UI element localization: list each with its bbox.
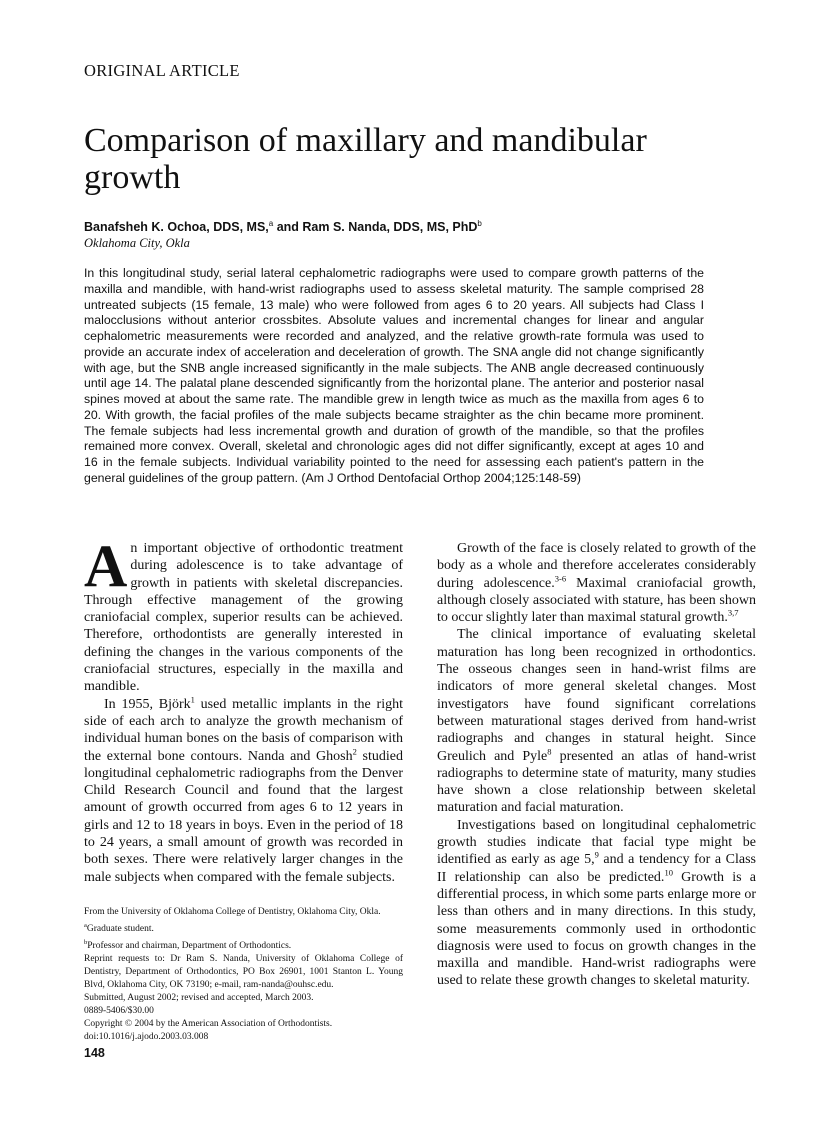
footnote: [84, 1018, 403, 1031]
footnote-mark: a: [84, 922, 87, 929]
footnote: [84, 992, 403, 1005]
citation-superscript: 9: [594, 849, 599, 860]
footnote: [84, 906, 403, 919]
paragraph-text: In 1955, Björk: [104, 696, 191, 712]
article-title: Comparison of maxillary and mandibular growth: [84, 122, 647, 196]
footnote-text: Graduate student.: [86, 924, 154, 935]
paragraph-text: Growth is a differential process, in which some parts enlarge more or less than others and in many directions. In this study, some measurements commonly used in orthodontic diagnosis were used to focus on growth changes in the maxilla and mandible. Hand-wrist radiographs were used to relate these growth changes to skeletal maturity.: [437, 869, 756, 989]
body-paragraph: [437, 817, 756, 990]
page-number: 148: [84, 1046, 105, 1060]
body-paragraph: [84, 696, 403, 886]
footnote-mark: b: [84, 939, 88, 947]
footnote: [84, 936, 403, 953]
citation-superscript: 8: [547, 745, 552, 756]
paragraph-text: presented an atlas of hand-wrist radiographs to determine state of maturity, many studies have shown a close relationship between skeletal maturation and facial maturation.: [437, 748, 756, 816]
footnote: [84, 1005, 403, 1018]
paragraph-text: studied longitudinal cephalometric radiographs from the Denver Child Research Council and found that the largest amount of growth occurred from ages 6 to 12 years in girls and 12 to 18 years in boys. Even in the period of 18 to 24 years, a small amount of growth was recorded in both sexes. There were relatively larger changes in the male subjects when compared with the female subjects.: [84, 748, 403, 885]
paragraph-text: Growth of the face is closely related to growth of the body as a whole and therefore accelerates considerably during adolescence.: [437, 541, 756, 591]
paragraph-text: The clinical importance of evaluating skeletal maturation has long been recognized in orthodontics. The osseous changes seen in hand-wrist films are indicators of more general skeletal changes. Most investigators have found significant correlations between maturational stages derived from hand-wrist radiographs and changes in statural height. Since Greulich and Pyle: [437, 627, 756, 764]
author-list: [84, 219, 482, 234]
body-paragraph: [84, 533, 403, 696]
footnote-text: Reprint requests to: Dr Ram S. Nanda, University of Oklahoma College of Dentistry, Department of Orthodontics, PO Box 26901, 1001 Stanton L. Young Blvd, Oklahoma City, OK 73190; e-mail, ram-nanda@ouhsc.edu.: [84, 954, 403, 991]
author-location: Oklahoma City, Okla: [84, 236, 190, 250]
paragraph-text: used metallic implants in the right side of each arch to analyze the growth mechanism of individual human bones on the basis of comparison with the external bone contours. Nanda and Ghosh: [84, 696, 403, 764]
body-column-right: [437, 540, 756, 990]
abstract: In this longitudinal study, serial lateral cephalometric radiographs were used to compare growth patterns of the maxilla and mandible, with hand-wrist radiographs used to assess skeletal maturity. The sample comprised 28 untreated subjects (15 female, 13 male) who were followed from ages 6 to 20 years. All subjects had Class I malocclusions without anterior crossbites. Absolute values and incremental changes for linear and angular cephalometric measurements were recorded and analyzed, and the relative growth-rate formula was used to provide an accurate index of acceleration and deceleration of growth. The SNA angle did not change significantly with age, but the SNB angle increased significantly in the male subjects. The ANB angle decreased continuously until age 14. The palatal plane descended significantly from the horizontal plane. The anterior and posterior nasal spines moved at about the same rate. The mandible grew in length twice as much as the maxilla from ages 6 to 20. With growth, the facial profiles of the male subjects became straighter as the chin became more prominent. The female subjects had less incremental growth and duration of growth of the mandible, so that the profiles remained more convex. Overall, skeletal and chronologic ages did not differ significantly, except at ages 10 and 16 in the female subjects. Individual variability pointed to the need for assessing each patient's pattern in the general guidelines of the group pattern. (Am J Orthod Dentofacial Orthop 2004;125:148-59): [84, 266, 704, 485]
footnote-text: 0889-5406/$30.00: [84, 1006, 154, 1017]
paragraph-text: n important objective of orthodontic treatment during adolescence is to take advantage of growth in patients with skeletal discrepancies. Through effective management of the growing craniofacial complex, superior results can be achieved. Therefore, orthodontists are generally interested in defining the changes in the various components of the craniofacial structures, especially in the maxilla and mandible.: [84, 541, 403, 695]
body-column-left: [84, 533, 403, 886]
paragraph-text: Investigations based on longitudinal cephalometric growth studies indicate that facial type might be identified as early as age 5,: [437, 817, 756, 868]
footnote-text: doi:10.1016/j.ajodo.2003.03.008: [84, 1032, 209, 1043]
footnote-text: Submitted, August 2002; revised and accepted, March 2003.: [84, 993, 314, 1004]
citation-superscript: 2: [352, 745, 357, 756]
citation-superscript: 3-6: [554, 572, 567, 583]
footnote: [84, 953, 403, 992]
citation-superscript: 1: [190, 694, 195, 705]
footnote-text: Copyright © 2004 by the American Association of Orthodontists.: [84, 1019, 333, 1030]
section-label: ORIGINAL ARTICLE: [84, 61, 240, 80]
author-affiliation-mark: b: [477, 219, 482, 228]
footnote-text: From the University of Oklahoma College of Dentistry, Oklahoma City, Okla.: [84, 907, 381, 917]
citation-superscript: 10: [664, 866, 673, 877]
paragraph-text: Maximal craniofacial growth, although closely associated with stature, has been shown to occur slightly later than maximal statural growth.: [437, 575, 756, 626]
author-name: Banafsheh K. Ochoa, DDS, MS,: [84, 220, 269, 235]
drop-cap: A: [84, 533, 128, 599]
author-name: and Ram S. Nanda, DDS, MS, PhD: [273, 220, 478, 235]
footnote-text: Professor and chairman, Department of Orthodontics.: [87, 941, 292, 952]
paragraph-text: and a tendency for a Class II relationship can also be predicted.: [437, 852, 756, 885]
citation-superscript: 3,7: [727, 607, 739, 618]
footnote: [84, 1031, 403, 1044]
footnote: [84, 919, 403, 936]
body-paragraph: [437, 626, 756, 816]
author-affiliation-mark: a: [268, 219, 274, 228]
body-paragraph: [437, 540, 756, 626]
footnotes: [84, 906, 403, 1044]
